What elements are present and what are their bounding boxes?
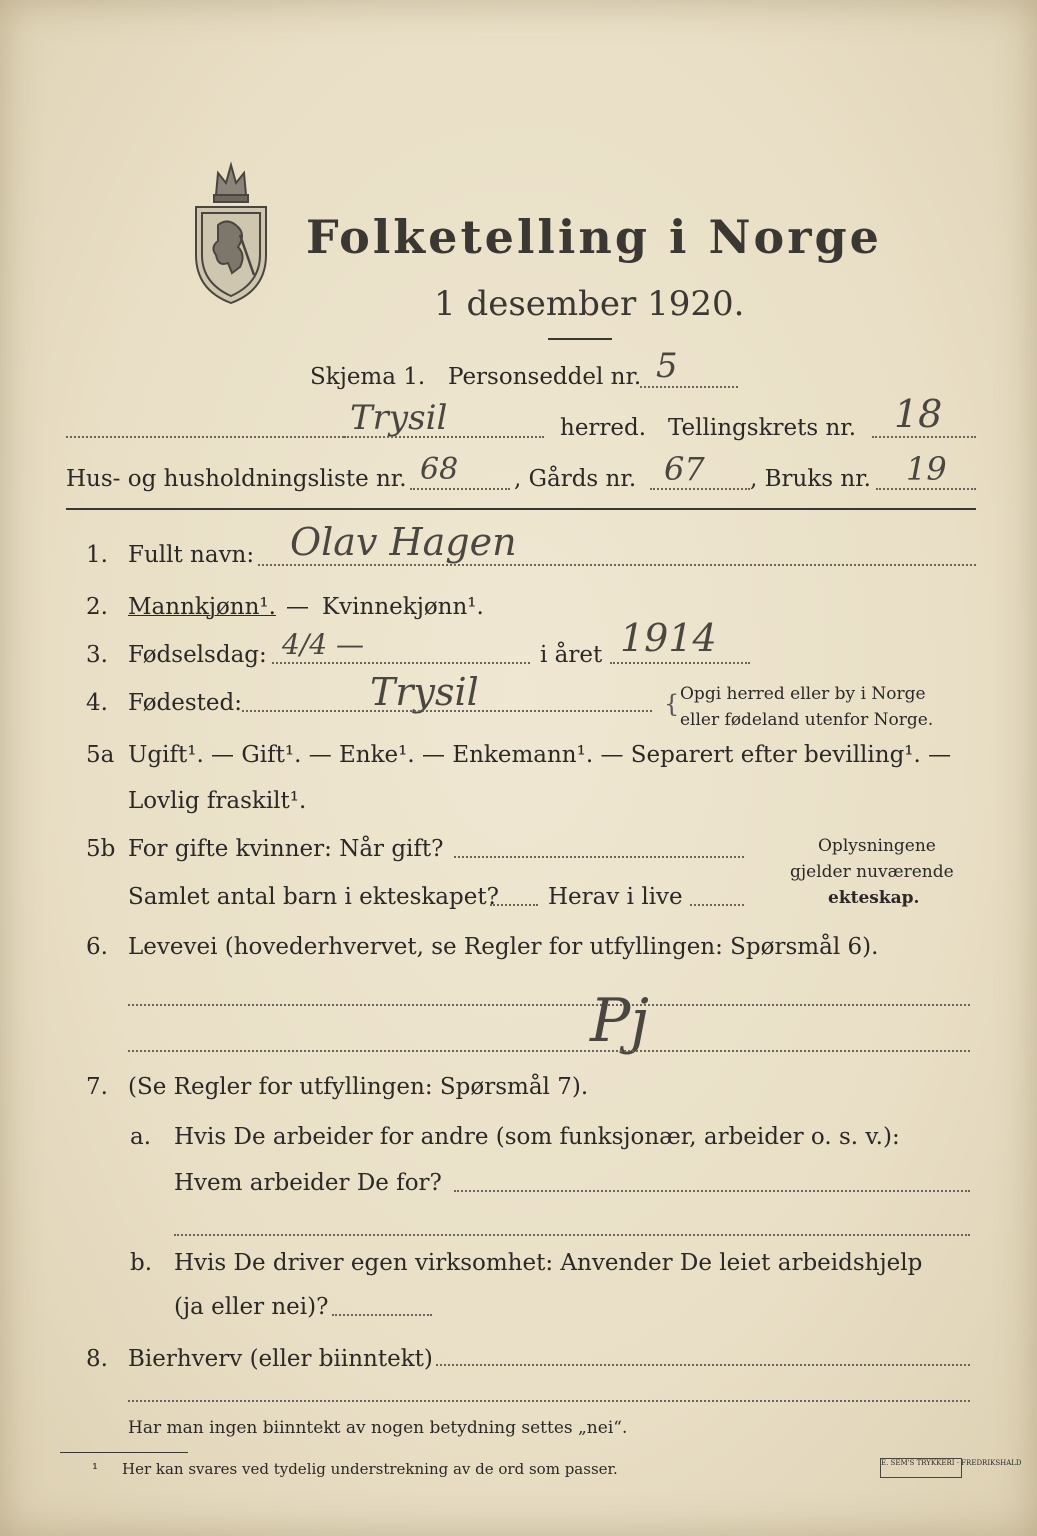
- q4-note-2: eller fødeland utenfor Norge.: [680, 710, 934, 730]
- q5b-number: 5b: [86, 836, 116, 862]
- q2-number: 2.: [86, 594, 108, 620]
- q7-number: 7.: [86, 1074, 108, 1100]
- q1-value: Olav Hagen: [290, 520, 517, 564]
- q3-year-value: 1914: [620, 616, 717, 660]
- q1-label: Fullt navn:: [128, 542, 255, 568]
- herred-value: Trysil: [350, 398, 448, 438]
- q5b-note-3: ekteskap.: [828, 888, 920, 908]
- q7-label: (Se Regler for utfyllingen: Spørsmål 7).: [128, 1074, 589, 1100]
- q5a-options: Ugift¹. — Gift¹. — Enke¹. — Enkemann¹. — Separert efter bevilling¹. —: [128, 742, 952, 768]
- q6-value: Pj: [590, 986, 649, 1056]
- q8-number: 8.: [86, 1346, 108, 1372]
- herred-pre-line: [66, 436, 344, 438]
- q1-line: [258, 564, 976, 566]
- bruks-line: [876, 488, 976, 490]
- q7b-yesno-line: [332, 1314, 432, 1316]
- q6-line-2: [128, 1050, 970, 1052]
- tellingskrets-label: Tellingskrets nr.: [668, 415, 857, 441]
- footnote-mark: ¹: [92, 1460, 99, 1478]
- tellingskrets-line: [872, 436, 976, 438]
- q5b-note-2: gjelder nuværende: [790, 862, 954, 882]
- gards-line: [650, 488, 750, 490]
- coat-of-arms-icon: [188, 155, 274, 305]
- q7a-employer-label: Hvem arbeider De for?: [174, 1170, 442, 1196]
- q6-line-1: [128, 1004, 970, 1006]
- q5b-married-line: [454, 856, 744, 858]
- q7a-letter: a.: [130, 1124, 152, 1150]
- form-title: Folketelling i Norge: [306, 210, 882, 264]
- q5b-children-line: [490, 904, 538, 906]
- herred-line: [344, 436, 544, 438]
- footnote-rule: [60, 1452, 188, 1453]
- q4-label: Fødested:: [128, 690, 243, 716]
- q1-number: 1.: [86, 542, 108, 568]
- q2-male: Mannkjønn¹.: [128, 594, 276, 620]
- q3-line: [272, 662, 530, 664]
- q4-brace: {: [664, 690, 680, 718]
- q7a-label: Hvis De arbeider for andre (som funksjonær, arbeider o. s. v.):: [174, 1124, 900, 1150]
- bruks-value: 19: [906, 450, 947, 488]
- herred-label: herred.: [560, 415, 647, 441]
- q7b-label: Hvis De driver egen virksomhet: Anvender De leiet arbeidshjelp: [174, 1250, 923, 1276]
- tellingskrets-value: 18: [894, 392, 943, 436]
- hus-label: Hus- og husholdningsliste nr.: [66, 466, 407, 492]
- bruks-label: , Bruks nr.: [750, 466, 871, 492]
- footnote-text: Her kan svares ved tydelig understrekning av de ord som passer.: [122, 1460, 618, 1478]
- census-date: 1 desember 1920.: [434, 284, 745, 324]
- q5b-note-1: Oplysningene: [818, 836, 936, 856]
- q4-line: [242, 710, 652, 712]
- biinntekt-note: Har man ingen biinntekt av nogen betydning settes „nei“.: [128, 1418, 628, 1438]
- q3-year-label: i året: [540, 642, 603, 668]
- q4-value: Trysil: [370, 670, 479, 714]
- q5b-living-label: Herav i live: [548, 884, 683, 910]
- q3-number: 3.: [86, 642, 108, 668]
- q3-label: Fødselsdag:: [128, 642, 267, 668]
- q7a-employer-line-2: [174, 1234, 970, 1236]
- q3-value: 4/4 —: [282, 628, 364, 661]
- q8-label: Bierhverv (eller biinntekt): [128, 1346, 433, 1372]
- q6-label: Levevei (hovederhvervet, se Regler for utfyllingen: Spørsmål 6).: [128, 934, 879, 960]
- personseddel-label: Personseddel nr.: [448, 364, 642, 390]
- q5a-options-2: Lovlig fraskilt¹.: [128, 788, 307, 814]
- q4-note-1: Opgi herred eller by i Norge: [680, 684, 926, 704]
- q7a-employer-line: [454, 1190, 970, 1192]
- header-rule: [66, 508, 976, 510]
- q3-year-line: [610, 662, 750, 664]
- printer-stamp: E. SEM'S TRYKKERI · FREDRIKSHALD: [880, 1458, 962, 1478]
- q6-number: 6.: [86, 934, 108, 960]
- q4-number: 4.: [86, 690, 108, 716]
- q7b-letter: b.: [130, 1250, 153, 1276]
- q8-line: [436, 1364, 970, 1366]
- q5a-number: 5a: [86, 742, 115, 768]
- q7b-yesno-label: (ja eller nei)?: [174, 1294, 329, 1320]
- gards-label: , Gårds nr.: [514, 466, 637, 492]
- q2-female: Kvinnekjønn¹.: [322, 594, 484, 620]
- skjema-label: Skjema 1.: [310, 364, 426, 390]
- q8-line-2: [128, 1400, 970, 1402]
- hus-value: 68: [420, 452, 459, 487]
- personseddel-line: [640, 386, 738, 388]
- q5b-children-label: Samlet antal barn i ekteskapet?: [128, 884, 499, 910]
- gards-value: 67: [664, 450, 705, 488]
- title-divider: [548, 338, 612, 340]
- q5b-label: For gifte kvinner: Når gift?: [128, 836, 444, 862]
- hus-line: [410, 488, 510, 490]
- q2-separator: —: [286, 594, 309, 620]
- q5b-living-line: [690, 904, 744, 906]
- personseddel-value: 5: [656, 346, 678, 386]
